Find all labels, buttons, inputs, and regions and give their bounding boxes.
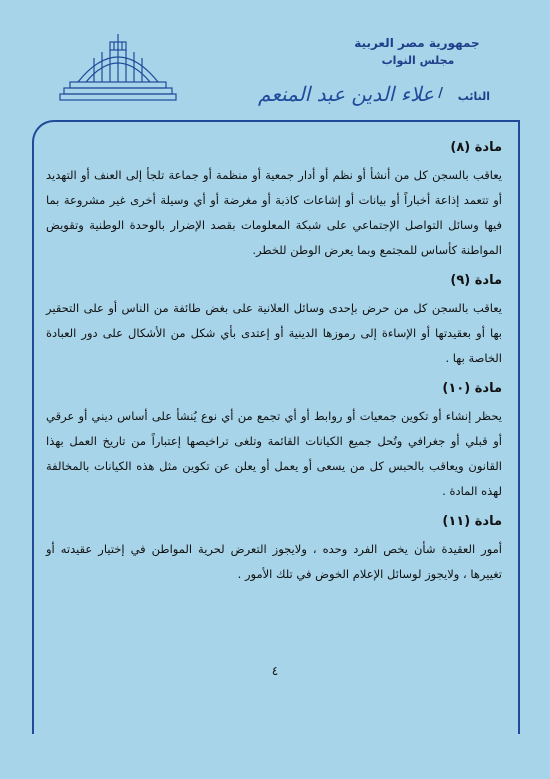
header-council-subtitle: مجلس النواب: [381, 54, 455, 67]
mp-separator: /: [438, 86, 443, 101]
parliament-dome-icon: [58, 32, 178, 102]
article-text: يعاقب بالسجن كل من حرض بإحدى وسائل العلانية على بغض طائفة من الناس أو على التحقير بها أو بعقيدتها أو الإساءة إلى رموزها الدينية أو إعتدى بأي شكل من الأشكال على دور العبادة الخاصة بها .: [46, 301, 502, 365]
article-title: مادة (٨): [450, 140, 502, 155]
mp-label: النائب: [457, 90, 490, 103]
article-title: مادة (١١): [442, 514, 502, 529]
article-10: [46, 381, 502, 504]
article-title: مادة (٩): [450, 273, 502, 288]
article-title: مادة (١٠): [442, 381, 502, 396]
article-text: يحظر إنشاء أو تكوين جمعيات أو روابط أو أي تجمع من أي نوع يُنشأ على أساس ديني أو عرقي أو قبلي أو جغرافي وتُحل جميع الكيانات القائمة وتلغى تراخيصها إعتباراً من تاريخ العمل بهذا القانون ويعاقب بالحبس كل من يسعى أو يعمل أو يعلن عن تكوين مثل هذه الكيانات بالمخالفة لهذه المادة .: [46, 409, 502, 498]
article-9: [46, 273, 502, 371]
articles-content: [46, 140, 502, 597]
article-text: أمور العقيدة شأن يخص الفرد وحده ، ولايجوز التعرض لحرية المواطن في إختيار عقيدته أو تغييرها ، ولايجوز لوسائل الإعلام الخوض في تلك الأمور .: [46, 542, 502, 581]
page-number: ٤: [271, 664, 279, 678]
mp-signature-name: علاء الدين عبد المنعم: [258, 82, 434, 106]
article-11: [46, 514, 502, 587]
article-8: [46, 140, 502, 263]
article-text: يعاقب بالسجن كل من أنشأ أو نظم أو أدار جمعية أو منظمة أو جماعة تلجأ إلى العنف أو التهديد أو تتعمد إذاعة أخباراً أو بيانات أو إشاعات كاذبة أو مغرضة أو أي وسيلة أخرى غير مشروعة بما فيها وسائل التواصل الإجتماعي على شبكة المعلومات بقصد الإضرار بالوحدة الوطنية وتقويض المواطنة كأساس للمجتمع وبما يعرض الوطن للخطر.: [46, 168, 502, 257]
header-country-title: جمهورية مصر العربية: [354, 36, 480, 50]
